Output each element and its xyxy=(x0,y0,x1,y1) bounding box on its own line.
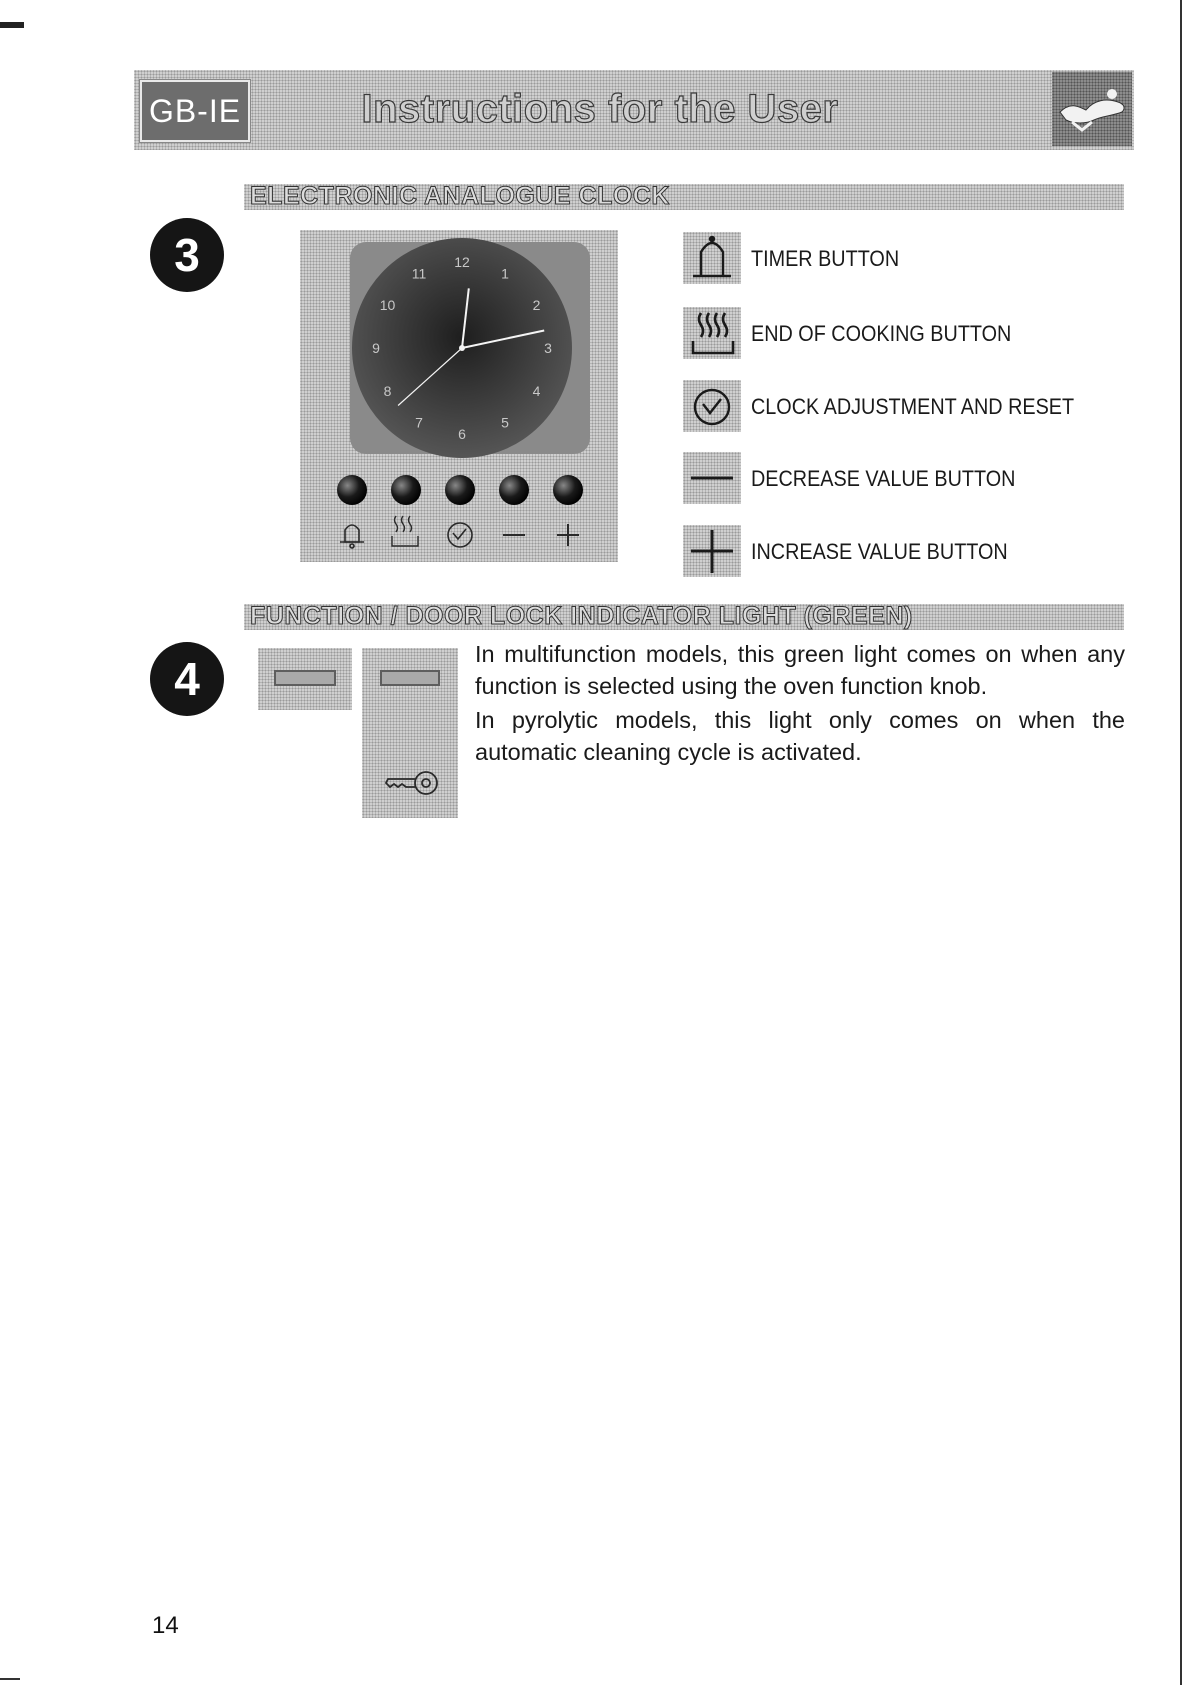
clock-panel-figure xyxy=(300,230,618,562)
minus-icon xyxy=(683,452,741,504)
clock-numeral: 8 xyxy=(383,383,392,399)
function-light-panel xyxy=(258,648,352,710)
section-heading-bar xyxy=(244,184,1124,210)
plus-icon xyxy=(683,525,741,577)
clock-numeral: 10 xyxy=(379,297,396,313)
bell-icon xyxy=(683,232,741,284)
indicator-light xyxy=(380,670,440,686)
legend-item-timer xyxy=(683,232,1123,284)
end-of-cooking-knob[interactable] xyxy=(391,475,421,505)
legend-item-decrease xyxy=(683,452,1123,504)
analogue-clock-illustration xyxy=(300,230,618,562)
paragraph: In pyrolytic models, this light only comes on when the automatic cleaning cycle is activated. xyxy=(475,707,1125,765)
clock-adjust-knob[interactable] xyxy=(445,475,475,505)
decrease-knob[interactable] xyxy=(499,475,529,505)
section-heading: ELECTRONIC ANALOGUE CLOCK xyxy=(250,182,670,210)
bell-icon xyxy=(340,525,364,548)
legend-item-clock-adjustment xyxy=(683,380,1123,432)
paragraph: In multifunction models, this green light comes on when any function is selected using the oven function knob. xyxy=(475,641,1125,699)
clock-numeral: 2 xyxy=(532,297,541,313)
legend-label: DECREASE VALUE BUTTON xyxy=(751,466,1016,491)
clock-numeral: 1 xyxy=(501,265,509,282)
plus-icon xyxy=(557,524,579,546)
legend-label: END OF COOKING BUTTON xyxy=(751,321,1012,346)
clock-icon xyxy=(448,523,472,547)
legend-label: CLOCK ADJUSTMENT AND RESET xyxy=(751,394,1075,419)
brand-logo-icon xyxy=(1052,72,1132,146)
clock-numeral: 5 xyxy=(501,414,509,431)
legend-label: INCREASE VALUE BUTTON xyxy=(751,539,1008,564)
page-title: Instructions for the User xyxy=(361,87,839,131)
clock-numeral: 3 xyxy=(544,340,552,356)
section-number-badge: 3 xyxy=(150,218,224,292)
legend-item-increase xyxy=(683,525,1123,577)
increase-knob[interactable] xyxy=(553,475,583,505)
clock-numeral: 9 xyxy=(372,340,380,356)
section-heading-bar xyxy=(244,604,1124,630)
corner-crop-mark xyxy=(0,22,24,28)
clock-numeral: 6 xyxy=(458,426,466,442)
clock-numeral: 7 xyxy=(415,414,423,431)
cooking-end-icon xyxy=(392,516,418,546)
clock-icon xyxy=(683,380,741,432)
section-number-badge: 4 xyxy=(150,642,224,716)
clock-hub xyxy=(459,345,465,351)
legend-label: TIMER BUTTON xyxy=(751,246,900,271)
language-badge: GB-IE xyxy=(140,80,250,142)
page-edge-line xyxy=(1180,0,1182,1685)
indicator-light xyxy=(274,670,336,686)
page-number: 14 xyxy=(152,1612,179,1639)
clock-numeral: 11 xyxy=(411,265,427,282)
section-heading: FUNCTION / DOOR LOCK INDICATOR LIGHT (GREEN) xyxy=(250,602,913,630)
clock-numeral: 12 xyxy=(454,254,470,270)
door-lock-light-panel xyxy=(362,648,458,818)
legend-item-end-of-cooking xyxy=(683,307,1123,359)
clock-numeral: 4 xyxy=(532,383,541,399)
cooking-end-icon xyxy=(683,307,741,359)
timer-knob[interactable] xyxy=(337,475,367,505)
key-icon xyxy=(382,766,442,800)
bottom-crop-mark xyxy=(0,1678,20,1680)
section-body-text xyxy=(475,638,1125,768)
